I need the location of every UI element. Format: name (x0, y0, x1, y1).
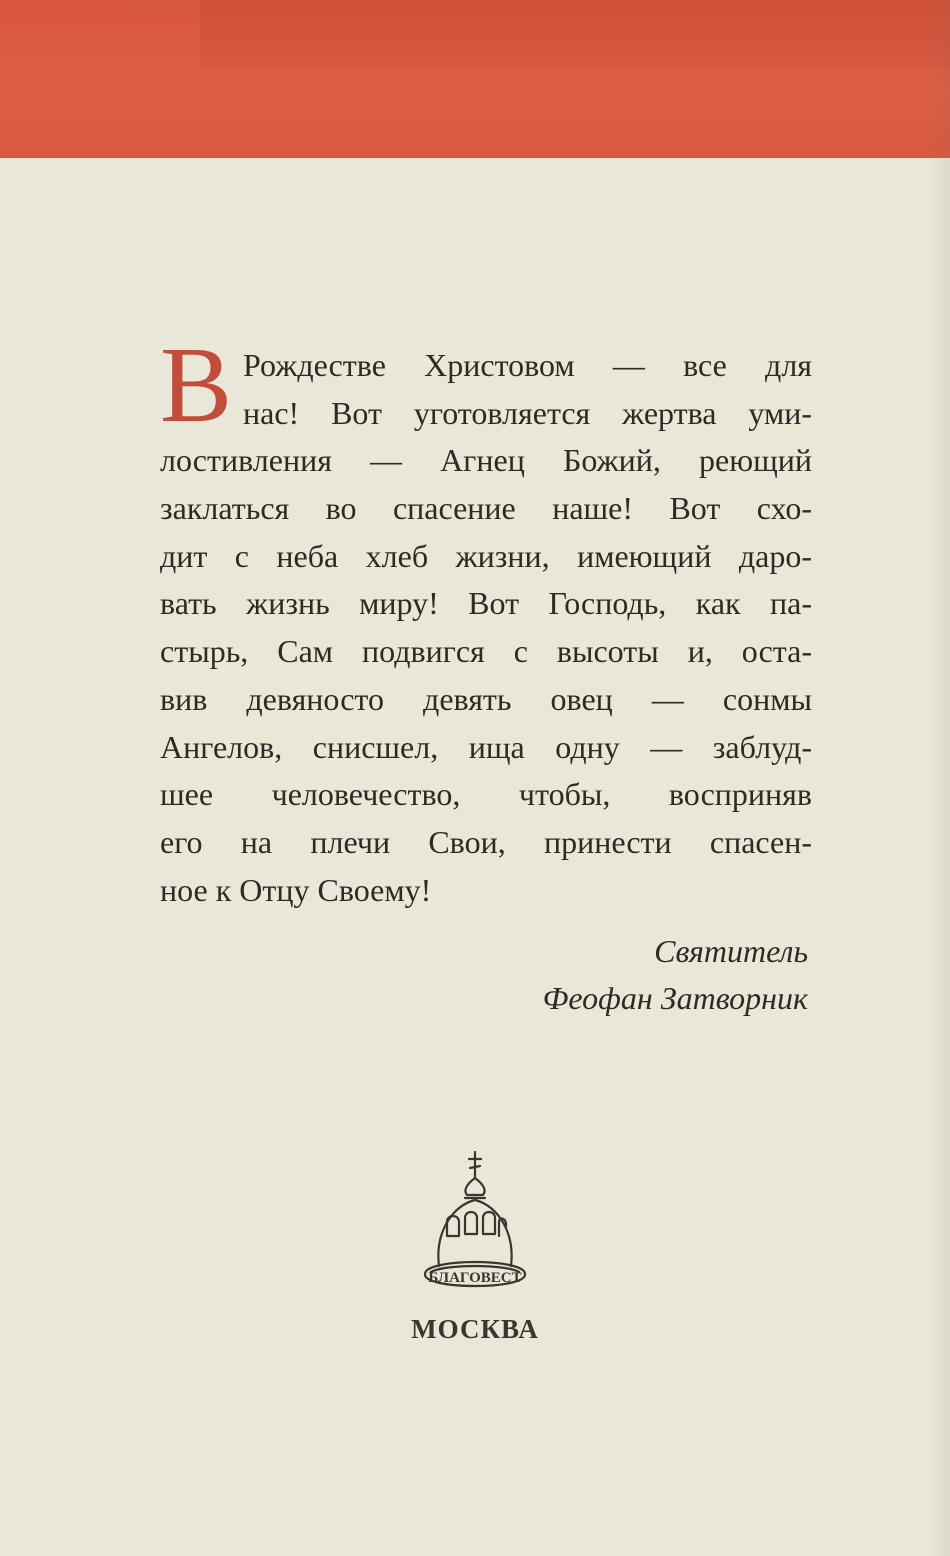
logo-lettering: БЛАГОВЕСТ (428, 1270, 522, 1286)
quote-line: нас! Вот уготовляется жертва уми- (243, 394, 812, 431)
quote-line: заклаться во спасение наше! Вот схо- (160, 490, 812, 527)
quote-text (160, 342, 812, 914)
quote-line: вать жизнь миру! Вот Господь, как па- (160, 585, 812, 622)
top-band-shadow (200, 0, 950, 66)
author-attribution (543, 928, 808, 1022)
author-title: Святитель (654, 933, 808, 969)
quote-line: ное к Отцу Своему! (160, 871, 432, 908)
quote-line: стырь, Сам подвигся с высоты и, оста- (160, 633, 812, 670)
quote-line: Ангелов, снисшел, ища одну — заблуд- (160, 728, 812, 765)
quote-line: лостивления — Агнец Божий, реющий (160, 442, 812, 479)
quote-line: вив девяносто девять овец — сонмы (160, 680, 812, 717)
publisher-city: МОСКВА (411, 1314, 539, 1344)
quote-line: дит с неба хлеб жизни, имеющий даро- (160, 537, 812, 574)
dropcap-letter: В (160, 326, 233, 445)
author-name: Феофан Затворник (542, 980, 808, 1016)
quote-line: Рождестве Христовом — все для (243, 347, 812, 383)
publisher-logo (405, 1148, 545, 1308)
quote-line: его на плечи Свои, принести спасен- (160, 823, 812, 860)
quote-line: шее человечество, чтобы, восприняв (160, 776, 812, 813)
